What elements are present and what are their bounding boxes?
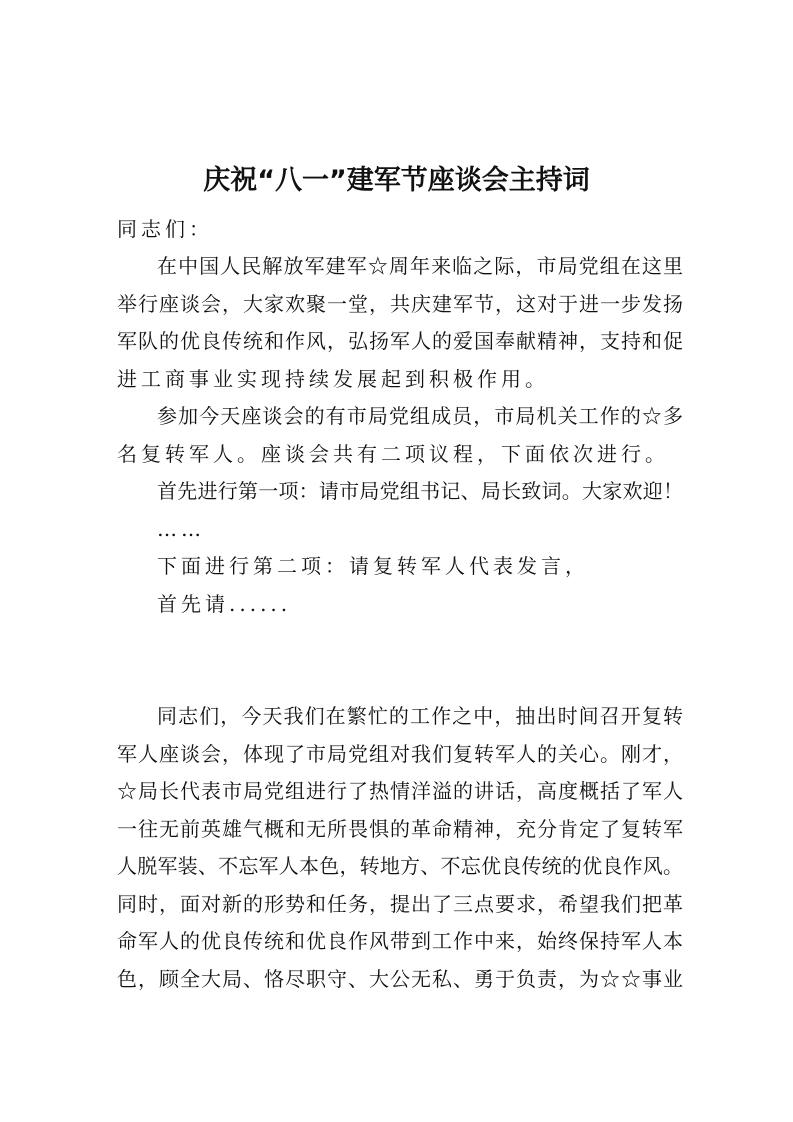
paragraph-line: 举行座谈会，大家欢聚一堂，共庆建军节，这对于进一步发扬 — [117, 292, 683, 316]
paragraph-line: 同志们，今天我们在繁忙的工作之中，抽出时间召开复转 — [157, 704, 683, 728]
paragraph-line: 首先进行第一项：请市局党组书记、局长致词。大家欢迎！ — [157, 479, 683, 503]
paragraph-line: 军人座谈会，体现了市局党组对我们复转军人的关心。刚才， — [117, 742, 683, 766]
paragraph-line: 色，顾全大局、恪尽职守、大公无私、勇于负责，为☆☆事业 — [117, 967, 683, 991]
paragraph-line: 人脱军装、不忘军人本色，转地方、不忘优良传统的优良作风。 — [117, 854, 683, 878]
paragraph-line: …… — [157, 517, 205, 541]
paragraph-line: 同时，面对新的形势和任务，提出了三点要求，希望我们把革 — [117, 892, 683, 916]
paragraph-line: 下面进行第二项：请复转军人代表发言， — [157, 554, 589, 578]
paragraph-line: 在中国人民解放军建军☆周年来临之际，市局党组在这里 — [157, 254, 683, 278]
paragraph-line: 参加今天座谈会的有市局党组成员，市局机关工作的☆多 — [157, 404, 683, 428]
paragraph-line: 名复转军人。座谈会共有二项议程，下面依次进行。 — [117, 442, 669, 466]
paragraph-line: 进工商事业实现持续发展起到积极作用。 — [117, 367, 549, 391]
paragraph-line: 命军人的优良传统和优良作风带到工作中来，始终保持军人本 — [117, 929, 683, 953]
paragraph-line: 一往无前英雄气概和无所畏惧的革命精神，充分肯定了复转军 — [117, 817, 683, 841]
paragraph-line: 首先请...... — [157, 592, 292, 616]
salutation: 同志们： — [117, 217, 213, 241]
paragraph-line: 军队的优良传统和作风，弘扬军人的爱国奉献精神，支持和促 — [117, 329, 683, 353]
document-title: 庆祝“八一”建军节座谈会主持词 — [203, 165, 590, 196]
paragraph-line: ☆局长代表市局党组进行了热情洋溢的讲话，高度概括了军人 — [117, 779, 683, 803]
